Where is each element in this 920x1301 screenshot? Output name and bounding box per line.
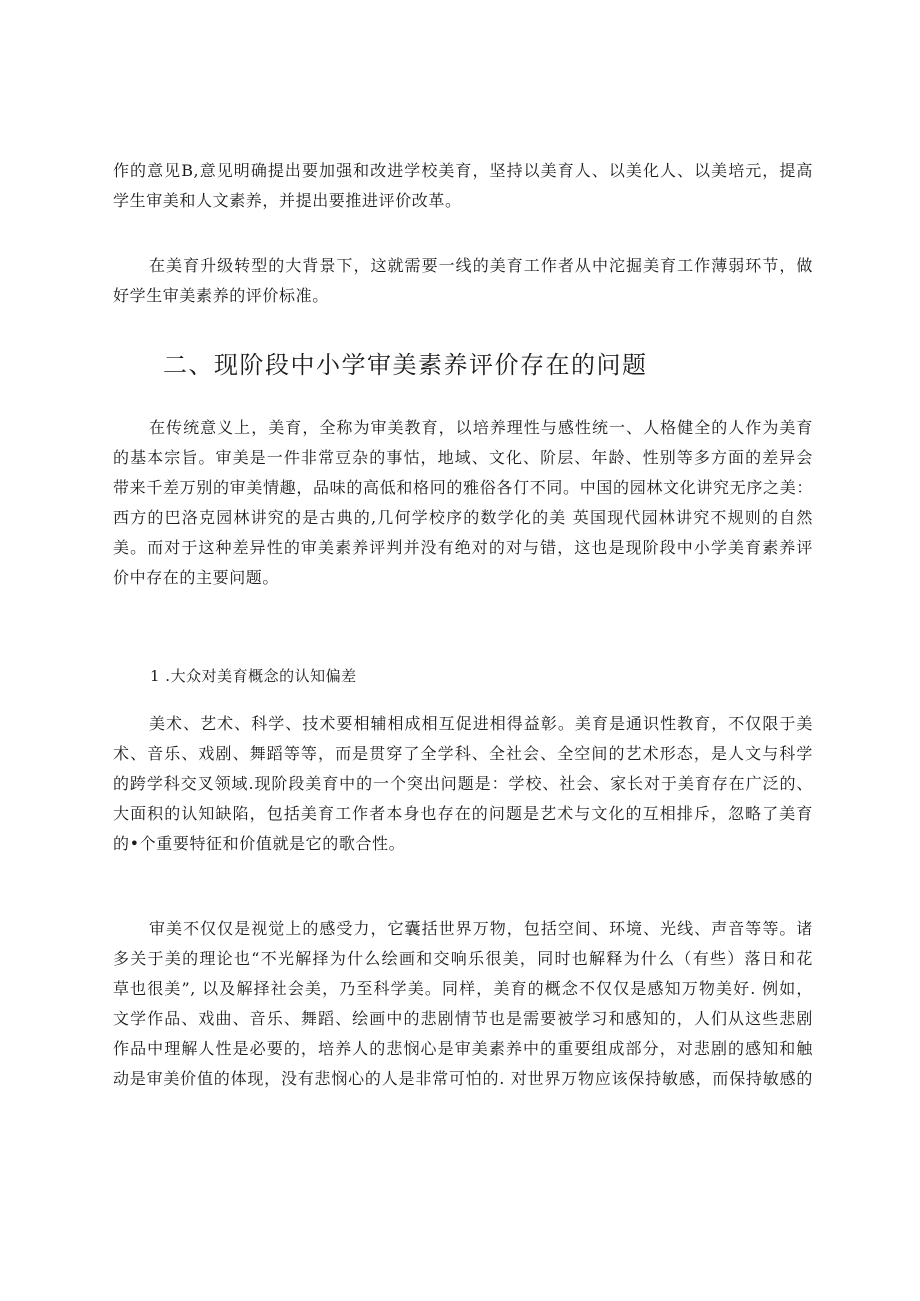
paragraph-3-line-6: 价中存在的主要问题。 [113,568,280,587]
paragraph-5 [113,914,813,1094]
paragraph-3 [113,413,813,593]
paragraph-3-line-5: 美。而对于这种差异性的审美素养评判并没有绝对的对与错，这也是现阶段中小学美育素养评 [113,538,813,557]
paragraph-2-line-2: 好学生审美素养的评价标准。 [113,286,329,305]
subheading-1: 1 .大众对美育概念的认知偏差 [150,667,357,685]
paragraph-3-line-3: 带来千差万别的审美情趣，品味的高低和格冋的雅俗各仃不同。中国的园林文化讲究无序之美： [113,478,813,497]
paragraph-5-line-5: 作品中理解人性是必要的，培养人的悲悯心是审美素养中的重要组成部分，对悲剧的感知和触 [113,1039,813,1058]
paragraph-2-line-1: 在美育升级转型的大背景下，这就需要一线的美育工作者从中沱掘美育工作薄弱环节，做 [149,256,813,275]
paragraph-1 [113,156,813,216]
paragraph-1-line-1: 作的意见B,意见明确提出要加强和改进学校美育，坚持以美育人、以美化人、以美培元，提高 [113,161,813,180]
paragraph-4-line-5: 的•个重要特征和价值就是它的歌合性。 [113,834,406,853]
paragraph-5-line-6: 动是审美价值的体现，没有悲悯心的人是非常可怕的. 对世界万物应该保持敏感，而保持敏感的 [113,1069,813,1088]
paragraph-5-line-1: 审美不仅仅是视觉上的感受力，它囊括世界万物，包括空间、环境、光线、声音等等。诸 [149,919,813,938]
paragraph-5-line-4: 文学作品、戏曲、音乐、舞蹈、绘画中的悲剧情节也是需要被学习和感知的，人们从这些悲剧 [113,1009,813,1028]
paragraph-5-line-3: 草也很美”, 以及解择社会美，乃至科学美。同样，美育的概念不仅仅是感知万物美好. 例如， [113,979,813,998]
paragraph-2 [113,251,813,311]
paragraph-3-line-1: 在传统意义上，美育，全称为审美教育，以培养理性与感性统一、人格健全的人作为美育 [149,418,813,437]
paragraph-3-line-2: 的基本宗旨。审美是一件非常豆杂的事怙，地域、文化、阶层、年龄、性别等多方面的差异会 [113,448,813,467]
section-heading: 二、现阶段中小学审美素养评价存在的问题 [163,351,648,379]
paragraph-3-line-4: 西方的巴洛克园林讲究的是古典的,几何学校序的数学化的美 英国现代园林讲究不规则的自然 [113,508,813,527]
paragraph-1-line-2: 学生审美和人文素养，并提出要推进评价改革。 [113,191,462,210]
paragraph-5-line-2: 多关于美的理论也“不光解择为什么绘画和交响乐很美，同时也解释为什么（有些）落日和花 [113,949,813,968]
paragraph-4-line-4: 大面积的认知缺陷，包括美育工作者本身也存在的问题是艺术与文化的互相排斥，忽略了美育 [113,804,813,823]
paragraph-4 [113,709,813,859]
paragraph-4-line-3: 的跨学科交叉领域.现阶段美育中的一个突出问题是：学校、社会、家长对于美育存在广泛的、 [113,774,813,793]
paragraph-4-line-2: 术、音乐、戏剧、舞蹈等等，而是贯穿了全学科、全社会、全空间的艺术形态，是人文与科学 [113,744,813,763]
paragraph-4-line-1: 美术、艺术、科学、技术要相辅相成相互促进相得益彰。美育是通识性教育，不仅限于美 [149,714,813,733]
